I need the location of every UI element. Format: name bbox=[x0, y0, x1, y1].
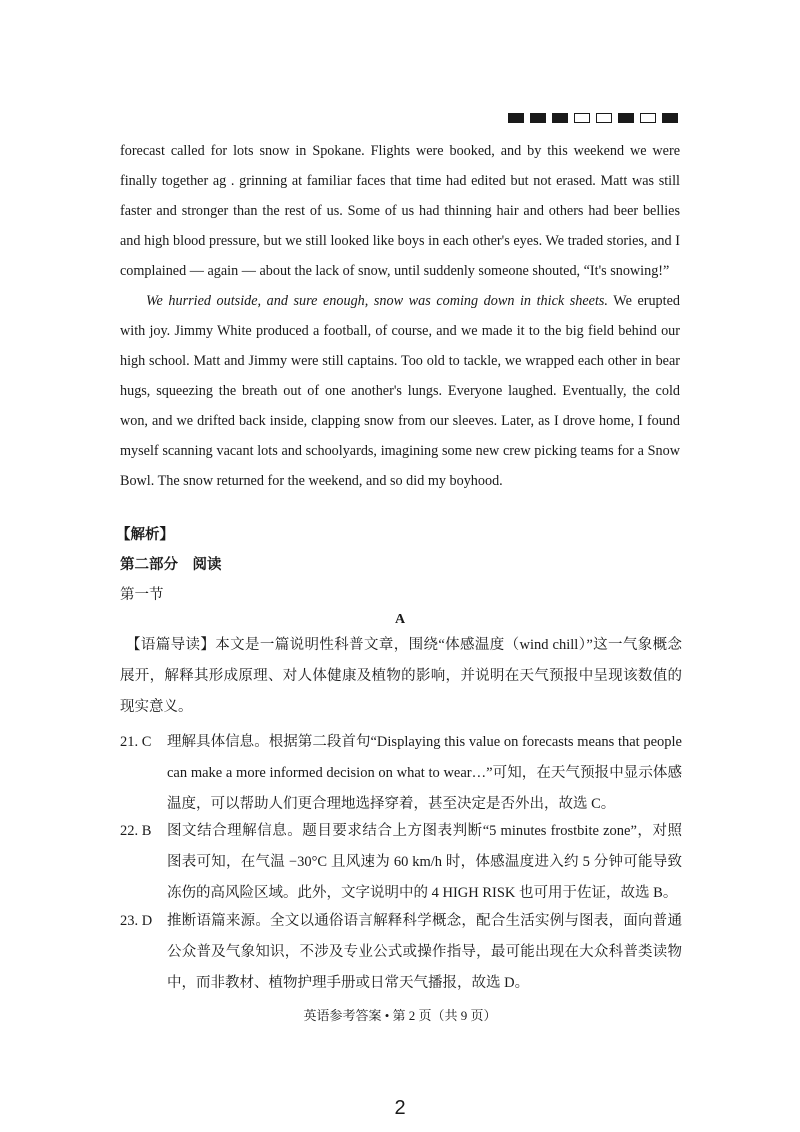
page-footer: 英语参考答案 • 第 2 页（共 9 页） bbox=[303, 1008, 497, 1023]
section-heading: 第一节 bbox=[120, 587, 164, 603]
question-number: 23. D bbox=[120, 913, 153, 929]
essay-paragraph-1: forecast called for lots snow in Spokane. Flights were booked, and by this weekend we were finally together ag . grinning at familiar faces that time had edited but not erased. Matt was still faster and stronger than the rest of us. Some of us had thinning hair and others had beer bellies and high blood pressure, but we still looked like boys in each other's eyes. We traded stories, and I complained — again — about the lack of snow, until suddenly someone shouted, “It's snowing!” bbox=[120, 143, 680, 279]
filled-square-marker bbox=[552, 113, 568, 123]
filled-square-marker bbox=[662, 113, 678, 123]
empty-square-marker bbox=[640, 113, 656, 123]
part-heading: 第二部分 阅读 bbox=[120, 557, 222, 573]
passage-guide: 【语篇导读】本文是一篇说明性科普文章，围绕“体感温度（wind chill）”这一气象概念展开，解释其形成原理、对人体健康及植物的影响，并说明在天气预报中呈现该数值的现实意义。 bbox=[120, 637, 682, 715]
essay-paragraph-2-rest: We erupted with joy. Jimmy White produced a football, of course, and we made it to the big field behind our high school. Matt and Jimmy were still captains. Too old to tackle, we wrapped each other in bear hugs, squeezing the breath out of one another's lungs. Everyone laughed. Eventually, the cold won, and we drifted back inside, clapping snow from our sleeves. Later, as I drove home, I found myself scanning vacant lots and schoolyards, imagining some new crew picking teams for a Snow Bowl. The snow returned for the weekend, and so did my boyhood. bbox=[120, 293, 680, 489]
filled-square-marker bbox=[618, 113, 634, 123]
question-explanation: 推断语篇来源。全文以通俗语言解释科学概念，配合生活实例与图表，面向普通公众普及气象知识，不涉及专业公式或操作指导，最可能出现在大众科普类读物中，而非教材、植物护理手册或日常天气播报，故选 D。 bbox=[167, 913, 682, 991]
question-explanation: 图文结合理解信息。题目要求结合上方图表判断“5 minutes frostbite zone”，对照图表可知，在气温 −30°C 且风速为 60 km/h 时，体感温度进入约 5 分钟可能导致冻伤的高风险区域。此外，文字说明中的 4 HIGH RISK 也可用于佐证，故选 B。 bbox=[167, 823, 682, 901]
essay-italic-sentence: We hurried outside, and sure enough, snow was coming down in thick sheets. bbox=[146, 293, 608, 309]
question-number: 22. B bbox=[120, 823, 152, 839]
empty-square-marker bbox=[574, 113, 590, 123]
empty-square-marker bbox=[596, 113, 612, 123]
question-explanation: 理解具体信息。根据第二段首句“Displaying this value on forecasts means that people can make a more informed decision on what to wear…”可知，在天气预报中显示体感温度，可以帮助人们更合理地选择穿着，甚至决定是否外出，故选 C。 bbox=[167, 734, 682, 812]
essay-text bbox=[120, 136, 680, 496]
question-item bbox=[120, 906, 682, 999]
question-number: 21. C bbox=[120, 734, 152, 750]
page-marker-squares bbox=[508, 113, 678, 123]
page-number: 2 bbox=[394, 1097, 406, 1119]
question-item bbox=[120, 816, 682, 909]
filled-square-marker bbox=[508, 113, 524, 123]
filled-square-marker bbox=[530, 113, 546, 123]
question-item bbox=[120, 727, 682, 820]
analysis-heading: 【解析】 bbox=[116, 527, 174, 543]
essay-paragraph-2 bbox=[120, 286, 680, 496]
passage-letter: A bbox=[394, 612, 406, 627]
